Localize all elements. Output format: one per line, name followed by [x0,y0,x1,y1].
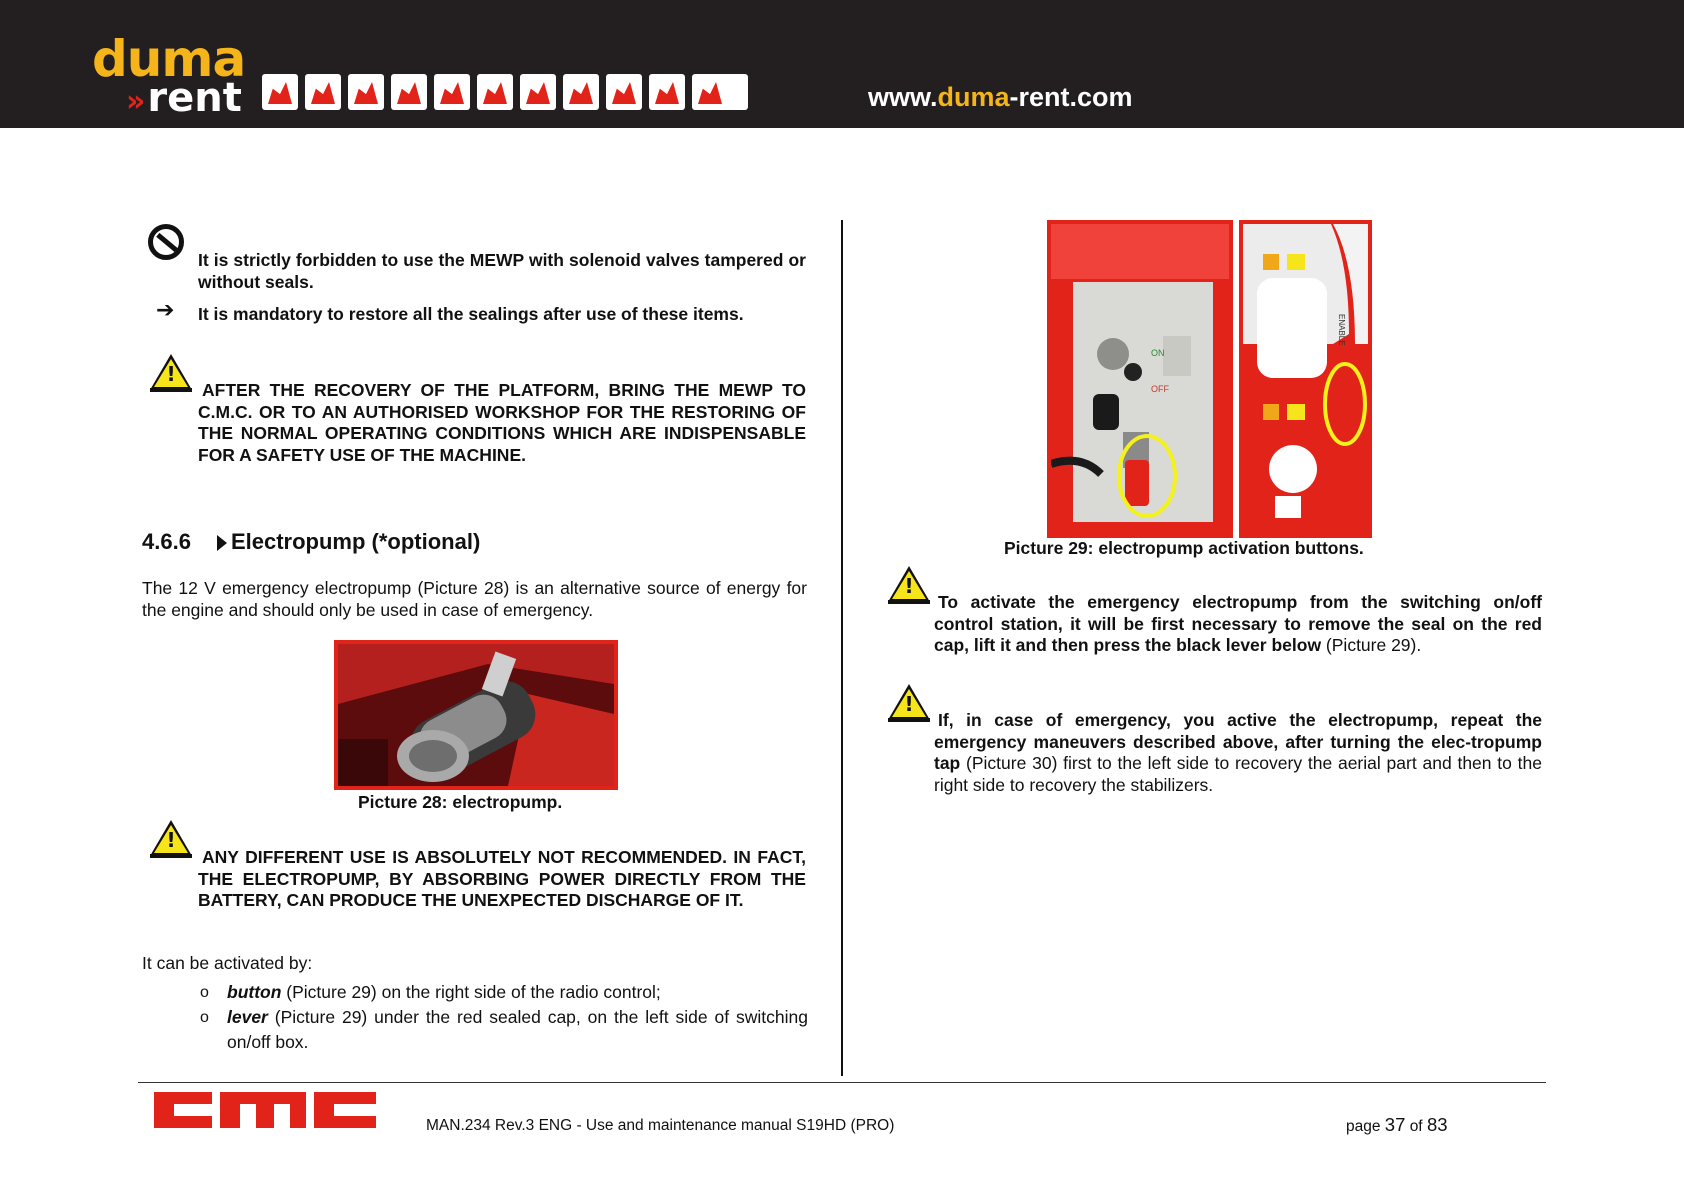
enable-label: ENABLE [1337,314,1346,346]
on-label: ON [1151,348,1165,358]
warning-activation-text: To activate the emergency electropump from the switching on/off control station, it will be first necessary to remove the seal on the red cap, lift it and then press the black lever below (Picture 29). [934,592,1542,655]
arrow-right-icon: ➔ [156,298,175,323]
list-item: o lever (Picture 29) under the red sealed cap, on the left side of switching on/off box. [200,1007,808,1052]
warning-icon: ! [150,820,192,858]
crane-truck-icon[interactable] [520,74,556,110]
boom-lift-icon[interactable] [649,74,685,110]
electropump-photo [334,640,618,790]
logo-text-top: duma [92,30,246,88]
picture28-caption: Picture 28: electropump. [358,792,563,812]
logo-text-bottom: »rent [126,75,242,121]
list-item: o button (Picture 29) on the right side of the radio control; [200,982,661,1002]
scissor-lift-icon[interactable] [348,74,384,110]
page-number: page 37 of 83 [1346,1114,1448,1135]
section-heading [142,528,480,556]
warning-repeat-text: If, in case of emergency, you active the electropump, repeat the emergency maneuvers described above, after turning the elec-tropump tap (Picture 30) first to the left side to recovery the aerial part and then to the right side to recovery the stabilizers. [934,710,1542,795]
mini-excavator-icon[interactable] [391,74,427,110]
warning-icon: ! [888,566,930,604]
picture29-caption: Picture 29: electropump activation buttons. [1004,538,1364,558]
switch-box-illustration [1051,224,1229,534]
caret-right-icon [217,535,227,551]
warning-recovery-text: AFTER THE RECOVERY OF THE PLATFORM, BRING THE MEWP TO C.M.C. OR TO AN AUTHORISED WORKSHOP FOR THE RESTORING OF THE NORMAL OPERATING CONDITIONS WHICH ARE INDISPENSABLE FOR A SAFETY USE OF THE MACHINE. [198,380,806,465]
warning-icon: ! [150,354,192,392]
forklift-icon[interactable] [305,74,341,110]
radio-control-illustration [1243,224,1368,534]
mandatory-text: It is mandatory to restore all the sealings after use of these items. [198,304,744,324]
machine-category-icons [262,74,748,112]
radio-control-photo [1239,220,1372,538]
forbidden-text: It is strictly forbidden to use the MEWP with solenoid valves tampered or without seals. [198,250,806,292]
prohibition-icon [148,224,184,260]
activation-intro: It can be activated by: [142,953,313,973]
warning-icon: ! [888,684,930,722]
warning-battery-text: ANY DIFFERENT USE IS ABSOLUTELY NOT RECOMMENDED. IN FACT, THE ELECTROPUMP, BY ABSORBING POWER DIRECTLY FROM THE BATTERY, CAN PRODUCE THE UNEXPECTED DISCHARGE OF IT. [198,847,806,910]
off-label: OFF [1151,384,1169,394]
excavator-icon[interactable] [563,74,599,110]
section-number: 4.6.6 [142,529,191,554]
section-title: Electropump (*optional) [230,529,481,554]
electropump-illustration [338,644,614,786]
intro-paragraph: The 12 V emergency electropump (Picture 28) is an alternative source of energy for the engine and should only be used in case of emergency. [142,578,807,620]
switch-box-photo [1047,220,1233,538]
cmc-logo [150,1086,380,1132]
dumper-icon[interactable] [477,74,513,110]
activation-list [200,980,808,1055]
aerial-platform-icon[interactable] [692,74,748,110]
logo-chevron-icon: » [126,84,146,119]
footer-rule [138,1082,1546,1083]
column-divider [841,220,843,1076]
telehandler-icon[interactable] [606,74,642,110]
header-bar [0,0,1684,128]
website-url[interactable]: www.duma-rent.com [868,82,1133,112]
skid-steer-icon[interactable] [262,74,298,110]
duma-rent-logo[interactable] [92,30,246,121]
loader-icon[interactable] [434,74,470,110]
manual-reference: MAN.234 Rev.3 ENG - Use and maintenance manual S19HD (PRO) [426,1117,895,1134]
